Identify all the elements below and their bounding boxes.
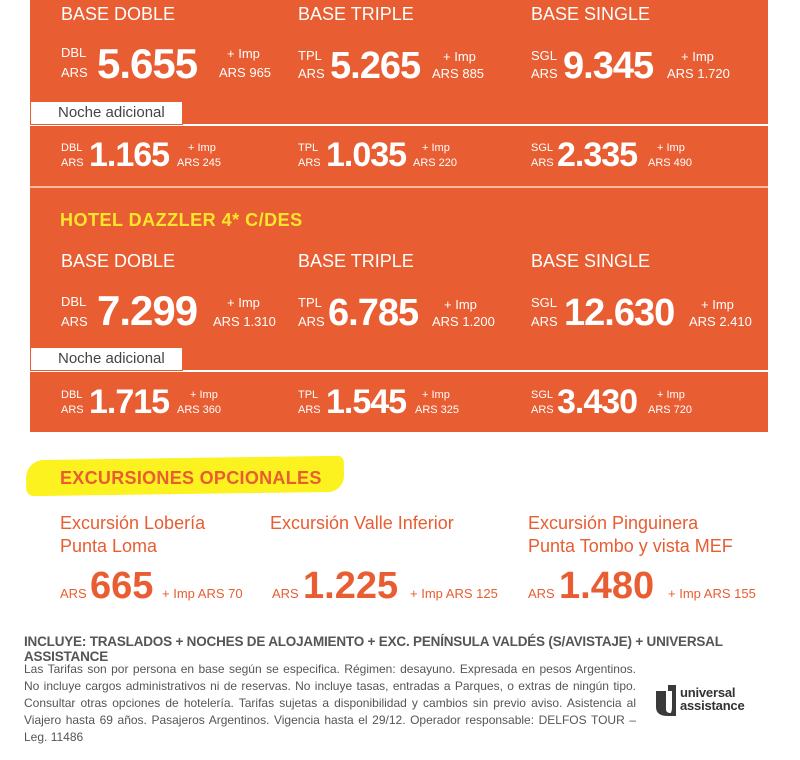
price-currency: ARS [531, 157, 554, 169]
price-imp: + Imp [701, 297, 734, 312]
price-currency: ARS [298, 66, 325, 81]
incluye-text: INCLUYE: TRASLADOS + NOCHES DE ALOJAMIENTO + EXC. PENÍNSULA VALDÉS (S/AVISTAJE) + UNIVERSAL ASSISTANCE [24, 634, 723, 664]
price-imp: + Imp [444, 297, 477, 312]
price-code: DBL [61, 142, 83, 154]
logo-line2: assistance [680, 698, 745, 713]
h1-base-doble-title: BASE DOBLE [61, 4, 176, 24]
price-imp-value: ARS 360 [177, 404, 222, 416]
price-code: SGL [531, 295, 558, 310]
price-value: 1.480 [559, 565, 655, 607]
price-imp: + Imp [422, 142, 450, 154]
price-currency: ARS [531, 314, 558, 329]
excursiones-title: EXCURSIONES OPCIONALES [60, 468, 322, 488]
price-imp-value: ARS 1.720 [667, 66, 730, 81]
excursion-valle-name [270, 512, 454, 535]
price-imp: + Imp [657, 142, 685, 154]
logo-wordmark [680, 686, 745, 712]
price-value: 9.345 [563, 45, 654, 87]
price-imp: + Imp ARS 155 [668, 586, 756, 601]
price-currency: ARS [528, 586, 555, 601]
h1-noche-adicional-label: Noche adicional [30, 101, 183, 125]
price-value: 7.299 [97, 287, 198, 334]
price-code: DBL [61, 294, 87, 309]
price-imp: + Imp [188, 142, 216, 154]
price-currency: ARS [61, 404, 84, 416]
price-value: 1.225 [303, 565, 399, 607]
price-code: SGL [531, 48, 558, 63]
excursion-name-line2: Punta Loma [60, 536, 158, 556]
price-value: 1.165 [89, 136, 170, 174]
hotel2-title: HOTEL DAZZLER 4* C/DES [60, 210, 303, 230]
h1-base-triple-title: BASE TRIPLE [298, 4, 414, 24]
price-code: DBL [61, 389, 83, 401]
price-value: 1.715 [89, 383, 170, 421]
price-imp: + Imp [227, 295, 260, 310]
price-imp-value: ARS 885 [432, 66, 485, 81]
price-code: SGL [531, 142, 554, 154]
price-value: 1.545 [326, 383, 407, 421]
price-imp-value: ARS 1.200 [432, 314, 495, 329]
price-imp-value: ARS 245 [177, 157, 222, 169]
price-value: 2.335 [557, 136, 638, 174]
excursion-name-line1: Excursión Pinguinera [528, 513, 699, 533]
price-imp: + Imp ARS 70 [162, 586, 243, 601]
price-currency: ARS [60, 586, 87, 601]
price-imp: + Imp [190, 389, 218, 401]
price-code: TPL [298, 48, 322, 63]
price-imp-value: ARS 490 [648, 157, 693, 169]
price-currency: ARS [298, 404, 321, 416]
price-imp: + Imp [422, 389, 450, 401]
price-currency: ARS [531, 404, 554, 416]
h2-base-triple-title: BASE TRIPLE [298, 251, 414, 271]
h2-base-single-title: BASE SINGLE [531, 251, 651, 271]
price-currency: ARS [531, 66, 558, 81]
price-imp-value: ARS 325 [415, 404, 460, 416]
h2-noche-adicional-label: Noche adicional [30, 347, 183, 371]
logo-line1: universal [680, 685, 736, 700]
ua-logo-icon [656, 685, 676, 716]
price-value: 6.785 [328, 292, 419, 334]
price-code: TPL [298, 389, 319, 401]
excursion-name-line1: Excursión Lobería [60, 513, 206, 533]
excursion-pinguinera-name [528, 512, 733, 558]
price-value: 12.630 [564, 292, 675, 334]
price-code: TPL [298, 295, 322, 310]
price-imp: + Imp [227, 46, 260, 61]
price-imp: + Imp [443, 49, 476, 64]
price-code: SGL [531, 389, 554, 401]
excursion-name-line2: Punta Tombo y vista MEF [528, 536, 733, 556]
price-currency: ARS [61, 157, 84, 169]
excursion-loberia-name [60, 512, 205, 558]
price-imp-value: ARS 1.310 [213, 314, 276, 329]
price-imp: + Imp [681, 49, 714, 64]
price-value: 5.265 [330, 45, 421, 87]
excursion-name-line1: Excursión Valle Inferior [270, 513, 454, 533]
price-imp-value: ARS 965 [219, 65, 272, 80]
price-value: 1.035 [326, 136, 407, 174]
price-imp: + Imp [657, 389, 685, 401]
price-value: 665 [90, 565, 154, 607]
price-currency: ARS [61, 65, 88, 80]
price-currency: ARS [298, 157, 321, 169]
price-code: TPL [298, 142, 319, 154]
price-imp: + Imp ARS 125 [410, 586, 498, 601]
h2-base-doble-title: BASE DOBLE [61, 251, 176, 271]
price-imp-value: ARS 2.410 [689, 314, 752, 329]
h1-base-single-title: BASE SINGLE [531, 4, 651, 24]
price-value: 5.655 [97, 40, 198, 87]
price-code: DBL [61, 45, 87, 60]
price-currency: ARS [61, 314, 88, 329]
legal-text: Las Tarifas son por persona en base según se especifica. Régimen: desayuno. Expresada en pesos Argentinos. No incluye cargos administrativos ni de reservas. No incluye tasas, entradas a Parques, o extras de ningún tipo. Consultar otras opciones de hotelería. Tarifas sujetas a disponibilidad y cambios sin previo aviso. Asistencia al Viajero hasta 69 años. Pasajeros Argentinos. Vigencia hasta el 29/12. Operador responsable: DELFOS TOUR – Leg. 11486 [24, 662, 636, 744]
price-value: 3.430 [557, 383, 638, 421]
price-currency: ARS [272, 586, 299, 601]
price-currency: ARS [298, 314, 325, 329]
price-imp-value: ARS 720 [648, 404, 693, 416]
price-imp-value: ARS 220 [413, 157, 458, 169]
